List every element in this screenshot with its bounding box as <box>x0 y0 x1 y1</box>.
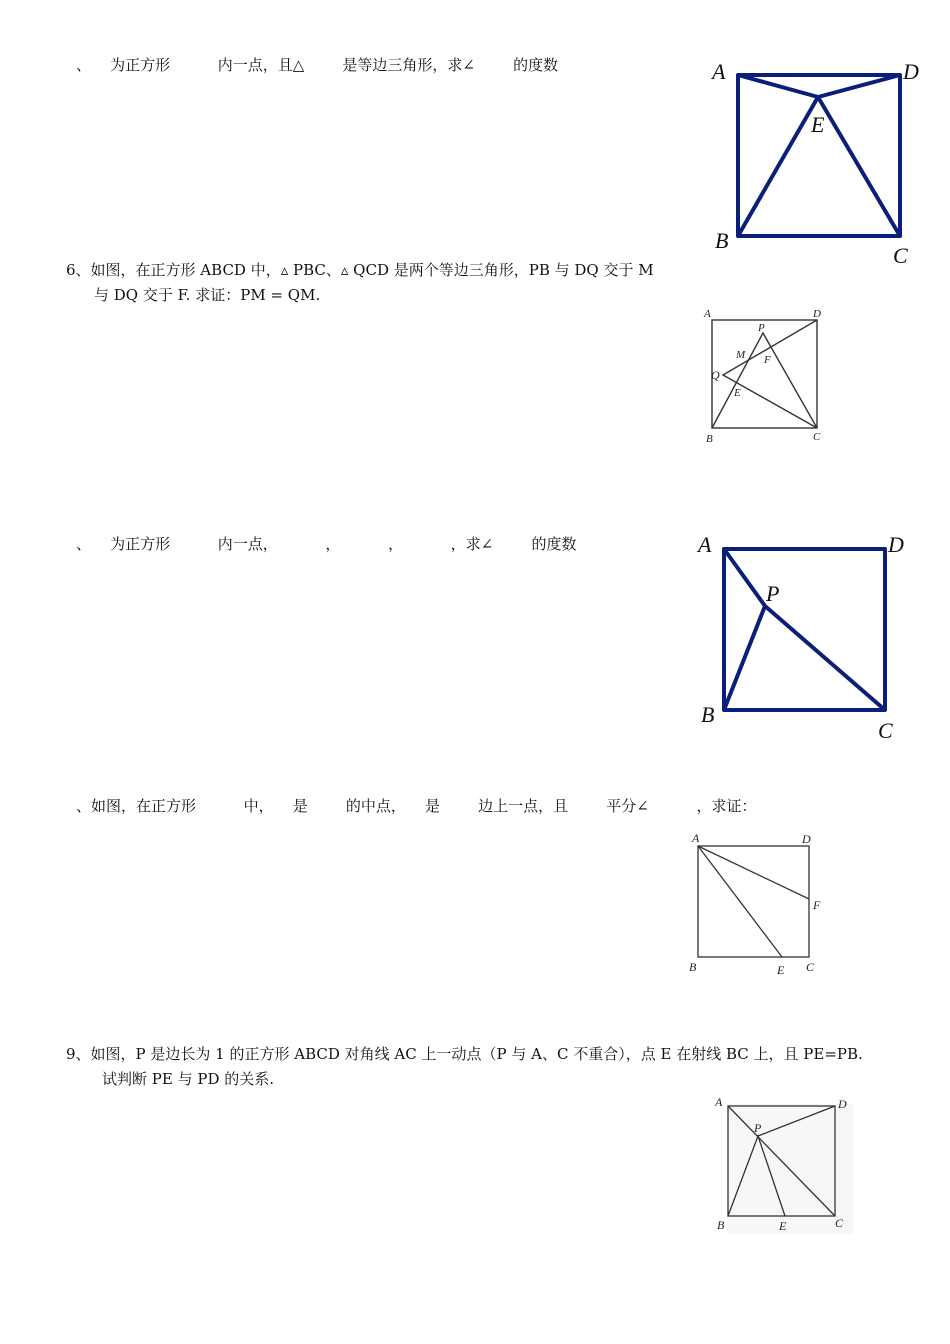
fig3-label-a: A <box>698 532 712 557</box>
fig5-label-b: B <box>717 1218 725 1232</box>
fig3-square <box>724 549 885 710</box>
figure-3 <box>695 530 925 743</box>
fig2-triangle-qcd <box>723 320 817 428</box>
fig3-label-d: D <box>888 532 904 557</box>
fig5-label-p: P <box>754 1121 762 1135</box>
fig2-label-p: P <box>758 322 765 334</box>
fig4-label-a: A <box>692 831 700 845</box>
fig4-label-b: B <box>689 960 697 974</box>
fig2-label-d: D <box>813 308 821 320</box>
fig1-label-c: C <box>893 243 908 268</box>
fig1-label-e: E <box>811 112 825 137</box>
figure-1 <box>705 55 935 268</box>
problem-8-text: 、如图，在正方形 中， 是 的中点， 是 边上一点，且 平分∠ ，求证： <box>76 797 757 815</box>
fig4-segment-af <box>698 846 809 899</box>
fig2-label-e: E <box>734 387 741 399</box>
fig4-label-d: D <box>802 832 811 846</box>
fig5-label-a: A <box>715 1095 723 1109</box>
fig3-label-b: B <box>701 702 715 727</box>
fig4-label-c: C <box>806 960 815 974</box>
fig3-segments-ap-pb <box>724 549 765 710</box>
fig5-label-c: C <box>835 1216 844 1230</box>
problem-1-text: 、 为正方形 内一点，且△ 是等边三角形，求∠ 的度数 <box>76 56 559 74</box>
fig1-label-b: B <box>715 228 729 253</box>
fig2-triangle-pbc <box>712 333 817 428</box>
fig3-label-p: P <box>766 581 780 606</box>
fig3-segment-pc <box>765 606 885 710</box>
figure-4 <box>685 828 835 978</box>
problem-6-line-2: 与 DQ 交于 F. 求证：PM = QM. <box>94 286 321 304</box>
fig4-label-f: F <box>813 898 821 912</box>
fig2-label-a: A <box>704 308 711 320</box>
fig1-label-d: D <box>903 59 919 84</box>
fig2-label-c: C <box>813 431 821 443</box>
figure-2 <box>700 305 840 445</box>
fig5-label-d: D <box>838 1097 847 1111</box>
figure-5 <box>705 1090 855 1240</box>
problem-7-text: 、 为正方形 内一点， ， ， ，求∠ 的度数 <box>76 535 577 553</box>
problem-6-line-1: 6、如图，在正方形 ABCD 中，▵ PBC、▵ QCD 是两个等边三角形，PB 与 DQ 交于 M <box>66 261 654 279</box>
fig2-label-f: F <box>764 354 771 366</box>
fig1-label-a: A <box>712 59 726 84</box>
fig2-label-m: M <box>736 349 746 361</box>
fig2-label-b: B <box>706 433 713 445</box>
fig4-label-e: E <box>777 963 785 977</box>
problem-9-line-2: 试判断 PE 与 PD 的关系. <box>102 1070 275 1088</box>
fig1-segment-ae-ed <box>738 75 900 97</box>
fig4-segment-ae <box>698 846 782 957</box>
problem-9-line-1: 9、如图，P 是边长为 1 的正方形 ABCD 对角线 AC 上一动点（P 与 A、C 不重合），点 E 在射线 BC 上，且 PE=PB. <box>66 1045 863 1063</box>
fig3-label-c: C <box>878 718 893 743</box>
fig2-label-q: Q <box>711 368 720 382</box>
fig4-square <box>698 846 809 957</box>
fig5-label-e: E <box>779 1219 787 1233</box>
